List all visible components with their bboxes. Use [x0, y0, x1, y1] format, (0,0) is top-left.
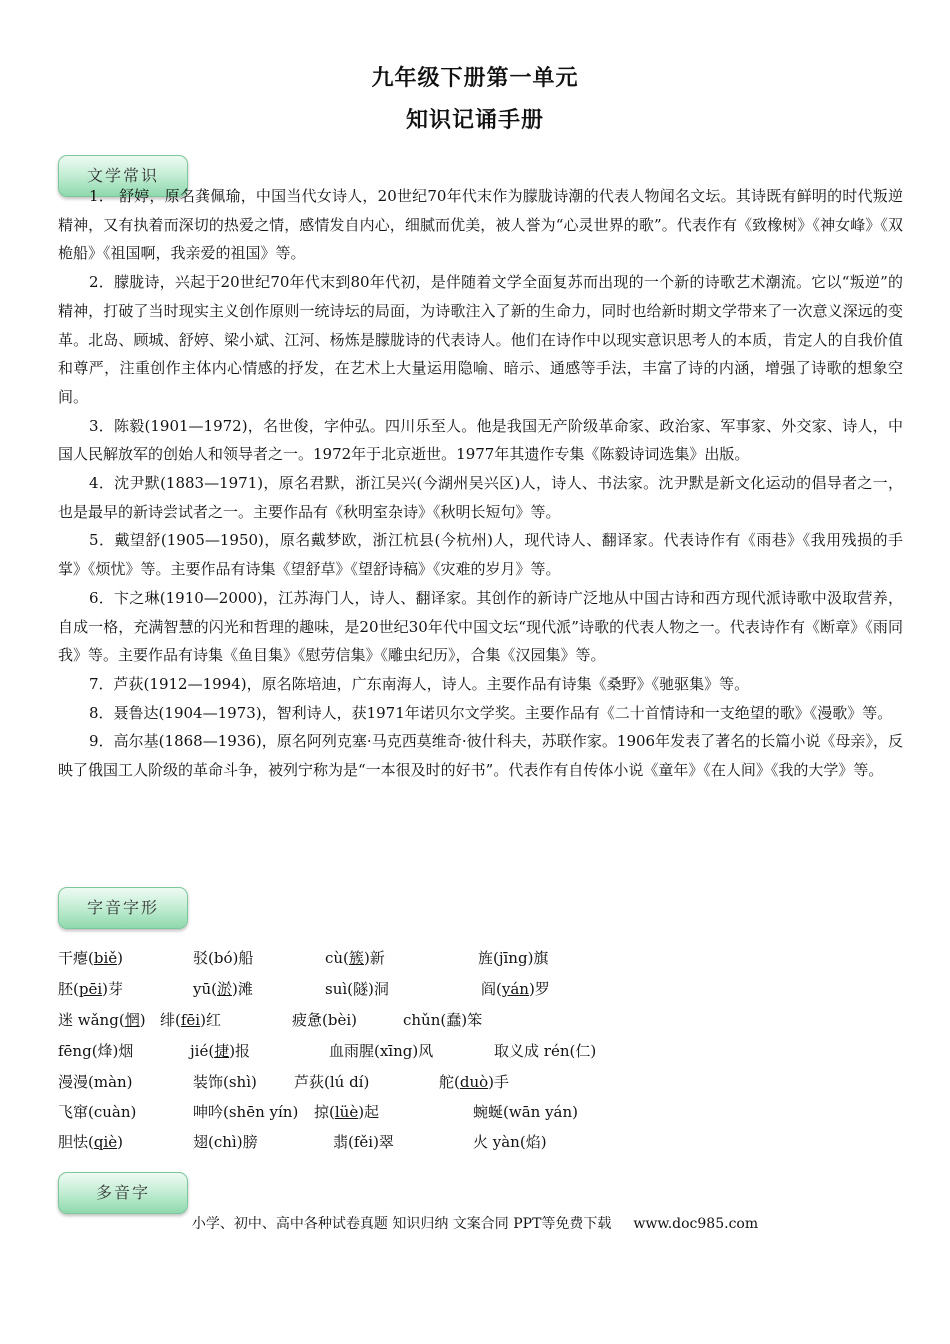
section-tab-polyphones: 多音字: [58, 1172, 188, 1214]
pronunciation-item: 驳(bó)船: [193, 949, 254, 967]
literature-item: 8．聂鲁达(1904—1973)，智利诗人，获1971年诺贝尔文学奖。主要作品有《二十首情诗和一支绝望的歌》《漫歌》等。: [89, 703, 893, 722]
footer-url[interactable]: www.doc985.com: [633, 1216, 759, 1232]
pronunciation-item: yū(淤)滩: [193, 980, 253, 998]
literature-item: 6．卞之琳(1910—2000)，江苏海门人，诗人、翻译家。其创作的新诗广泛地从中国古诗和西方现代派诗歌中汲取营养，自成一格，充满智慧的闪光和哲理的趣味，是20世纪30年代中国文坛“现代派”诗歌的代表人物之一。代表诗作有《断章》《雨同我》等。主要作品有诗集《鱼目集》《慰劳信集》《雕虫纪历》，合集《汉园集》等。: [58, 588, 903, 665]
literature-item: 5．戴望舒(1905—1950)，原名戴梦欧，浙江杭县(今杭州)人，现代诗人、翻译家。代表诗作有《雨巷》《我用残损的手掌》《烦忧》等。主要作品有诗集《望舒草》《望舒诗稿》《灾难的岁月》等。: [58, 531, 903, 579]
literature-item: 2．朦胧诗，兴起于20世纪70年代末到80年代初，是伴随着文学全面复苏而出现的一个新的诗歌艺术潮流。它以“叛逆”的精神，打破了当时现实主义创作原则一统诗坛的局面，为诗歌注入了新的生命力，同时也给新时期文学带来了一次意义深远的变革。北岛、顾城、舒婷、梁小斌、江河、杨炼是朦胧诗的代表诗人。他们在诗作中以现实意识思考人的本质，肯定人的自我价值和尊严，注重创作主体内心情感的抒发，在艺术上大量运用隐喻、暗示、通感等手法，丰富了诗的内涵，增强了诗歌的想象空间。: [58, 273, 903, 406]
pronunciation-item: chǔn(蠢)笨: [403, 1011, 483, 1029]
pronunciation-item: 舵(duò)手: [439, 1073, 510, 1091]
pronunciation-item: 掠(lüè)起: [314, 1103, 380, 1121]
literature-item: 3．陈毅(1901—1972)，名世俊，字仲弘。四川乐至人。他是我国无产阶级革命家、政治家、军事家、外交家、诗人，中国人民解放军的创始人和领导者之一。1972年于北京逝世。1977年其遗作专集《陈毅诗词选集》出版。: [58, 416, 903, 464]
pronunciation-item: 取义成 rén(仁): [494, 1042, 597, 1060]
pronunciation-item: jié(捷)报: [190, 1042, 251, 1060]
pronunciation-item: 绯(fēi)红: [160, 1011, 221, 1029]
pronunciation-item: 胆怯(qiè): [58, 1133, 123, 1151]
pronunciation-item: 漫漫(màn): [58, 1073, 133, 1091]
literature-item: 9．高尔基(1868—1936)，原名阿列克塞·马克西莫维奇·彼什科夫，苏联作家。1906年发表了著名的长篇小说《母亲》，反映了俄国工人阶级的革命斗争，被列宁称为是“一本很及时的好书”。代表作有自传体小说《童年》《在人间》《我的大学》等。: [58, 732, 903, 780]
footer: [0, 1213, 950, 1233]
literature-item: 7．芦荻(1912—1994)，原名陈培迪，广东南海人，诗人。主要作品有诗集《桑野》《驰驱集》等。: [89, 674, 750, 693]
section-tab-literature: 文学常识: [58, 155, 188, 197]
pronunciation-item: 胚(pēi)芽: [58, 980, 123, 998]
pronunciation-item: cù(簇)新: [325, 949, 385, 967]
pronunciation-item: 翅(chì)膀: [193, 1133, 258, 1151]
page-subtitle: 知识记诵手册: [405, 108, 544, 133]
pronunciation-item: fēng(烽)烟: [58, 1042, 134, 1060]
pronunciation-item: 飞窜(cuàn): [58, 1103, 137, 1121]
pronunciation-item: 火 yàn(焰): [473, 1133, 547, 1151]
pronunciation-item: 装饰(shì): [193, 1073, 257, 1091]
pronunciation-item: 翡(fěi)翠: [333, 1133, 394, 1151]
page-title: 九年级下册第一单元: [371, 66, 579, 91]
literature-item: 1． 舒婷，原名龚佩瑜，中国当代女诗人，20世纪70年代末作为朦胧诗潮的代表人物闻名文坛。其诗既有鲜明的时代叛逆精神，又有执着而深切的热爱之情，感情发自内心，细腻而优美，被人誉为“心灵世界的歌”。代表作有《致橡树》《神女峰》《双桅船》《祖国啊，我亲爱的祖国》等。: [58, 187, 903, 263]
section-tab-pronunciation: 字音字形: [58, 887, 188, 929]
pronunciation-item: 阎(yán)罗: [481, 980, 550, 998]
literature-section: [58, 182, 903, 785]
pronunciation-item: 血雨腥(xīng)风: [329, 1042, 434, 1060]
footer-text: 小学、初中、高中各种试卷真题 知识归纳 文案合同 PPT等免费下载: [191, 1216, 612, 1232]
pronunciation-item: 迷 wǎng(惘): [58, 1011, 146, 1029]
pronunciation-item: 呻吟(shēn yín): [193, 1103, 299, 1121]
pronunciation-item: suì(隧)洞: [325, 980, 389, 998]
literature-item: 4．沈尹默(1883—1971)，原名君默，浙江吴兴(今湖州吴兴区)人，诗人、书法家。沈尹默是新文化运动的倡导者之一，也是最早的新诗尝试者之一。主要作品有《秋明室杂诗》《秋明长短句》等。: [58, 474, 903, 521]
pronunciation-item: 旌(jīng)旗: [478, 949, 549, 967]
pronunciation-item: 蜿蜒(wān yán): [473, 1103, 578, 1121]
pronunciation-item: 干瘪(biě): [58, 949, 123, 967]
pronunciation-item: 芦荻(lú dí): [294, 1073, 370, 1091]
pronunciation-item: 疲惫(bèi): [292, 1011, 357, 1029]
